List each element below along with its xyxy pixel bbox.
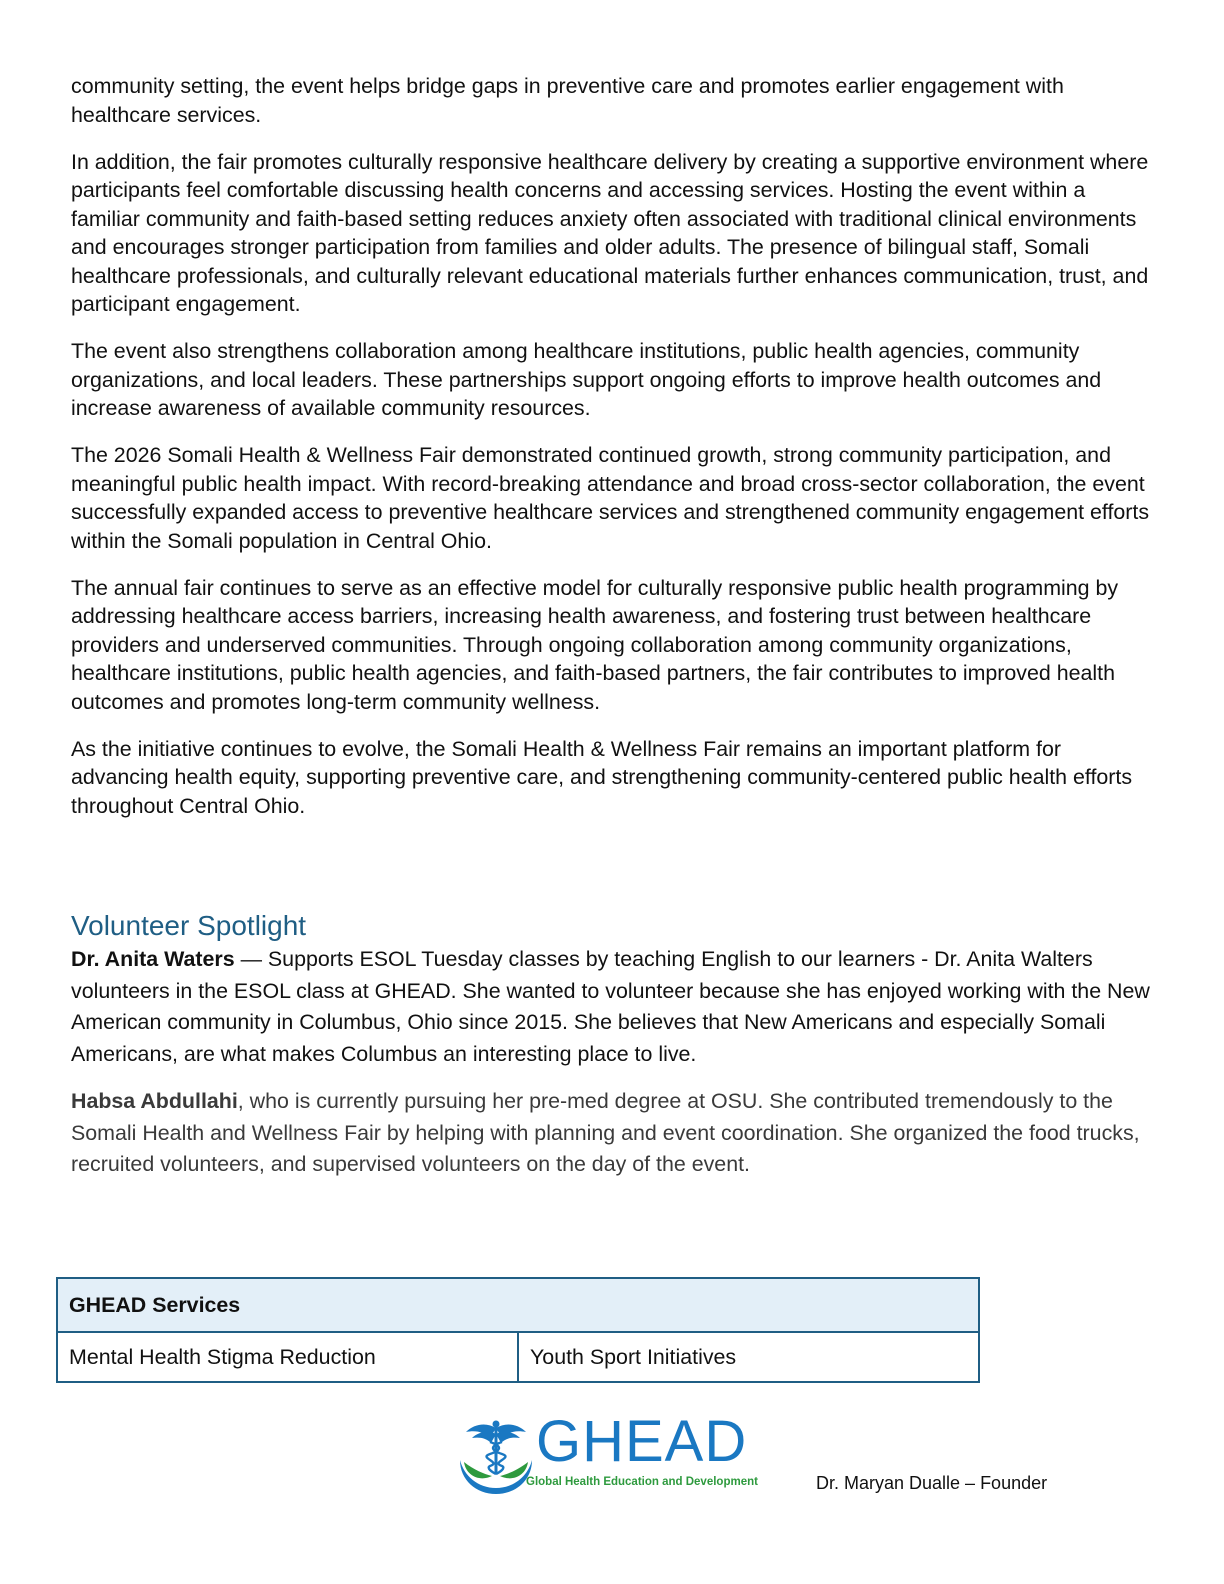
logo-subtitle: Global Health Education and Development [526,1476,758,1488]
caduceus-hands-icon [456,1418,536,1498]
services-row [57,1332,979,1382]
body-paragraph: The event also strengthens collaboration among healthcare institutions, public health agencies, community organizations, and local leaders. These partnerships support ongoing efforts to improve health outcomes and increase awareness of available community resources. [71,339,1102,420]
volunteer-entry [71,1086,1151,1181]
logo-wordmark: GHEAD [536,1409,748,1474]
services-table [56,1277,980,1383]
volunteer-spotlight-heading: Volunteer Spotlight [71,910,307,941]
services-header-row [57,1278,979,1332]
volunteer-name: Habsa Abdullahi [71,1089,238,1113]
volunteer-spotlight [71,944,1151,1197]
volunteer-description: — Supports ESOL Tuesday classes by teaching English to our learners - Dr. Anita Walters volunteers in the ESOL class at GHEAD. She wanted to volunteer because she has enjoyed working with the New American community in Columbus, Ohio since 2015. She believes that New Americans and especially Somali Americans, are what makes Columbus an interesting place to live. [71,947,1150,1066]
body-paragraph: community setting, the event helps bridge gaps in preventive care and promotes earlier engagement with healthcare services. [71,74,1064,127]
volunteer-name: Dr. Anita Waters [71,947,235,971]
ghead-logo [456,1409,760,1498]
body-paragraph: The annual fair continues to serve as an effective model for culturally responsive public health programming by addressing healthcare access barriers, increasing health awareness, and fostering trust between healthcare providers and underserved communities. Through ongoing collaboration among community organizations, healthcare institutions, public health agencies, and faith-based partners, the fair contributes to improved health outcomes and promotes long-term community wellness. [71,575,1119,714]
service-cell: Mental Health Stigma Reduction [57,1332,518,1382]
founder-credit: Dr. Maryan Dualle – Founder [816,1473,1048,1493]
article-body [71,72,1151,839]
services-header: GHEAD Services [57,1278,979,1332]
body-paragraph: As the initiative continues to evolve, the Somali Health & Wellness Fair remains an important platform for advancing health equity, supporting preventive care, and strengthening community-centered public health efforts throughout Central Ohio. [71,736,1133,818]
body-paragraph: The 2026 Somali Health & Wellness Fair demonstrated continued growth, strong community participation, and meaningful public health impact. With record-breaking attendance and broad cross-sector collaboration, the event successfully expanded access to preventive healthcare services and strengthened community engagement efforts within the Somali population in Central Ohio. [71,443,1150,553]
volunteer-entry [71,944,1151,1070]
volunteer-description: , who is currently pursuing her pre-med degree at OSU. She contributed tremendously to the Somali Health and Wellness Fair by helping with planning and event coordination. She organized the food trucks, recruited volunteers, and supervised volunteers on the day of the event. [71,1089,1140,1176]
body-paragraph: In addition, the fair promotes culturally responsive healthcare delivery by creating a supportive environment where participants feel comfortable discussing health concerns and accessing services. Hosting the event within a familiar community and faith-based setting reduces anxiety often associated with traditional clinical environments and encourages stronger participation from families and older adults. The presence of bilingual staff, Somali healthcare professionals, and culturally relevant educational materials further enhances communication, trust, and participant engagement. [71,149,1149,316]
service-cell: Youth Sport Initiatives [518,1332,979,1382]
